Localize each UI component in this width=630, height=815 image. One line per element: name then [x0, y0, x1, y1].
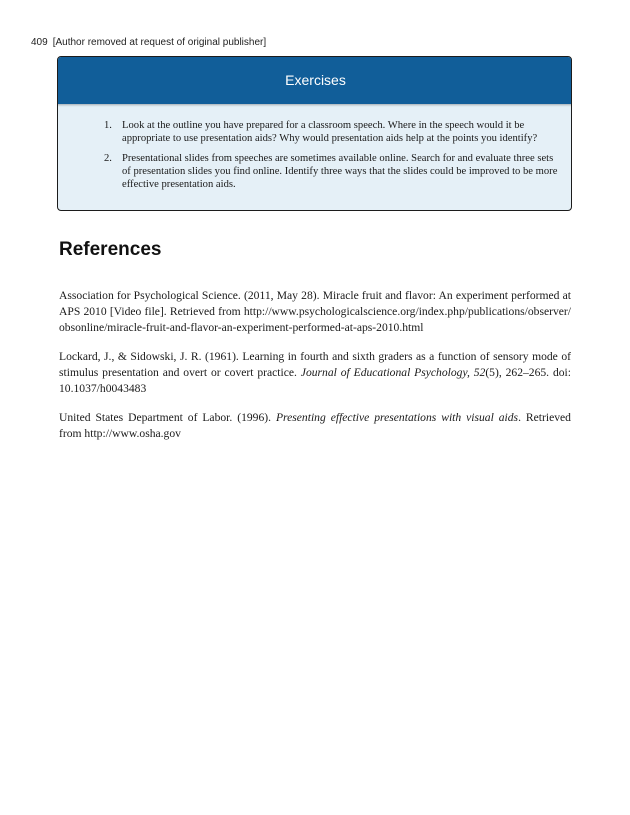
exercise-item-1: [100, 119, 560, 145]
reference-journal: Journal of Educational Psychology, 52: [300, 366, 486, 379]
running-header: [31, 37, 266, 48]
exercise-number: 1.: [104, 120, 112, 131]
running-header-text: [Author removed at request of original publisher]: [52, 37, 267, 48]
reference-entry-3: [59, 410, 571, 442]
reference-retrieval: . Retrieved from http://www.osha.gov: [59, 411, 571, 440]
reference-text: United States Department of Labor. (1996).: [59, 411, 276, 424]
exercise-number: 2.: [104, 153, 112, 164]
reference-entry-2: [59, 349, 571, 397]
reference-url[interactable]: http://www.psychologicalscience.org/index.php/publications/observer/obsonline/miracle-fruit-and-flavor-an-experiment-performed-at-aps-2010.html: [59, 305, 571, 334]
reference-entry-1: [59, 288, 571, 336]
reference-title: Presenting effective presentations with visual aids: [275, 411, 519, 424]
exercises-box: [57, 56, 572, 211]
page-number: 409: [31, 37, 48, 48]
references-list: [59, 288, 571, 455]
exercise-text: Presentational slides from speeches are sometimes available online. Search for and evaluate three sets of presentation slides you find online. Identify three ways that the slides could be improved to be more effective presentation aids.: [122, 153, 558, 190]
exercises-title: Exercises: [285, 72, 346, 88]
reference-text: Lockard, J., & Sidowski, J. R. (1961). Learning in fourth and sixth graders as a function of sensory mode of stimulus presentation and overt or covert practice.: [59, 350, 571, 379]
exercises-list: [100, 119, 560, 198]
exercises-title-bar: [57, 56, 572, 104]
exercise-text: Look at the outline you have prepared for a classroom speech. Where in the speech would it be appropriate to use presentation aids? Why would presentation aids help at the points you identify?: [122, 120, 538, 144]
reference-text: Association for Psychological Science. (2011, May 28). Miracle fruit and flavor: An experiment performed at APS 2010 [Video file]. Retrieved from: [59, 289, 571, 318]
exercise-item-2: [100, 152, 560, 191]
references-heading: References: [59, 239, 162, 260]
reference-issue-pages: (5), 262–265. doi: 10.1037/h0043483: [59, 366, 571, 395]
